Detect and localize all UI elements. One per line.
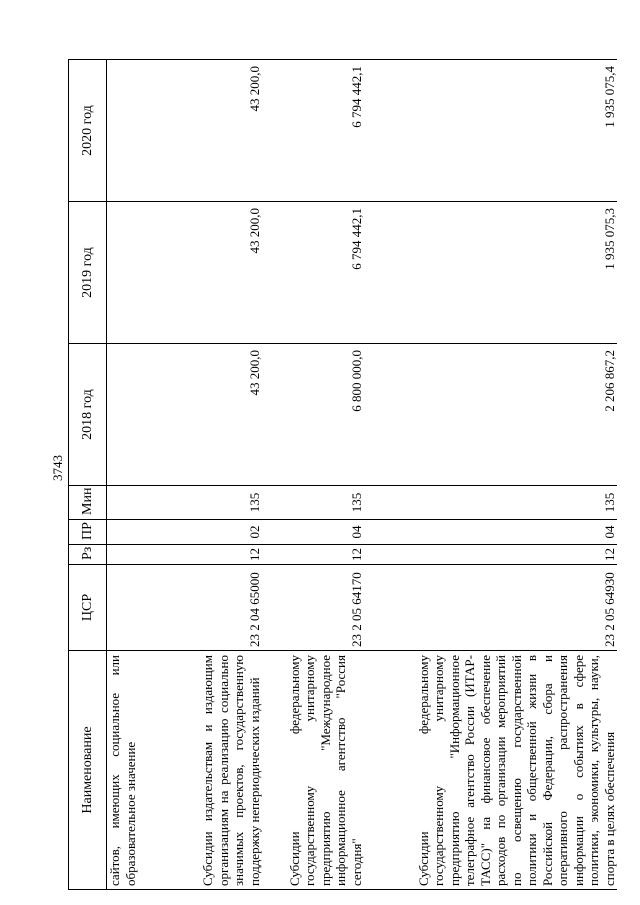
row-2019: 43 200,0 xyxy=(138,202,262,344)
row-name: Субсидии федеральному государственному унитарному предприятию "Международное информационное агентство "Россия сегодня" xyxy=(262,651,364,890)
row-rz: 12 xyxy=(138,545,262,565)
header-2019: 2019 год xyxy=(69,202,107,344)
row-csr: 23 2 05 64170 xyxy=(262,565,364,651)
row-2020: 1 935 075,4 xyxy=(364,60,617,202)
row-name: Субсидии федеральному государственному унитарному предприятию "Информационное телеграфное агентство России (ИТАР-ТАСС)" на финансовое обеспечение расходов по организации мероприятий по освещению государственной политики и общественной жизни в Российской Федерации, сбора и оперативного распространения информации о событиях в сфере политики, экономики, культуры, науки, спорта в целях обеспечения xyxy=(364,651,617,890)
header-2020: 2020 год xyxy=(69,60,107,202)
row-csr: 23 2 04 65000 xyxy=(138,565,262,651)
row-2019: 6 794 442,1 xyxy=(262,202,364,344)
page-number-text: 3743 xyxy=(50,455,65,481)
row-rz: 12 xyxy=(262,545,364,565)
header-2018: 2018 год xyxy=(69,344,107,486)
row-min xyxy=(107,486,139,520)
row-2018: 2 206 867,2 xyxy=(364,344,617,486)
row-csr: 23 2 05 64930 xyxy=(364,565,617,651)
row-2019 xyxy=(107,202,139,344)
row-pr xyxy=(107,520,139,545)
row-min: 135 xyxy=(138,486,262,520)
row-rz: 12 xyxy=(364,545,617,565)
header-csr: ЦСР xyxy=(69,565,107,651)
row-min: 135 xyxy=(262,486,364,520)
row-pr: 02 xyxy=(138,520,262,545)
table-row xyxy=(364,60,617,890)
row-2020: 43 200,0 xyxy=(138,60,262,202)
row-2019: 1 935 075,3 xyxy=(364,202,617,344)
row-name: Субсидии издательствам и издающим организациям на реализацию социально значимых проектов, государственную поддержку непериодических изданий xyxy=(138,651,262,890)
row-rz xyxy=(107,545,139,565)
row-2018: 6 800 000,0 xyxy=(262,344,364,486)
budget-table xyxy=(68,59,617,890)
page-number xyxy=(48,0,68,905)
header-name: Наименование xyxy=(69,651,107,890)
row-csr xyxy=(107,565,139,651)
row-2018 xyxy=(107,344,139,486)
row-pr: 04 xyxy=(262,520,364,545)
table-row xyxy=(262,60,364,890)
row-2020 xyxy=(107,60,139,202)
row-2018: 43 200,0 xyxy=(138,344,262,486)
table-row xyxy=(138,60,262,890)
header-rz: Рз xyxy=(69,545,107,565)
budget-table-container xyxy=(68,60,617,890)
header-pr: ПР xyxy=(69,520,107,545)
row-2020: 6 794 442,1 xyxy=(262,60,364,202)
row-pr: 04 xyxy=(364,520,617,545)
row-name: сайтов, имеющих социальное или образовательное значение xyxy=(107,651,139,890)
row-min: 135 xyxy=(364,486,617,520)
header-min: Мин xyxy=(69,486,107,520)
table-header-row xyxy=(69,60,107,890)
table-row xyxy=(107,60,139,890)
